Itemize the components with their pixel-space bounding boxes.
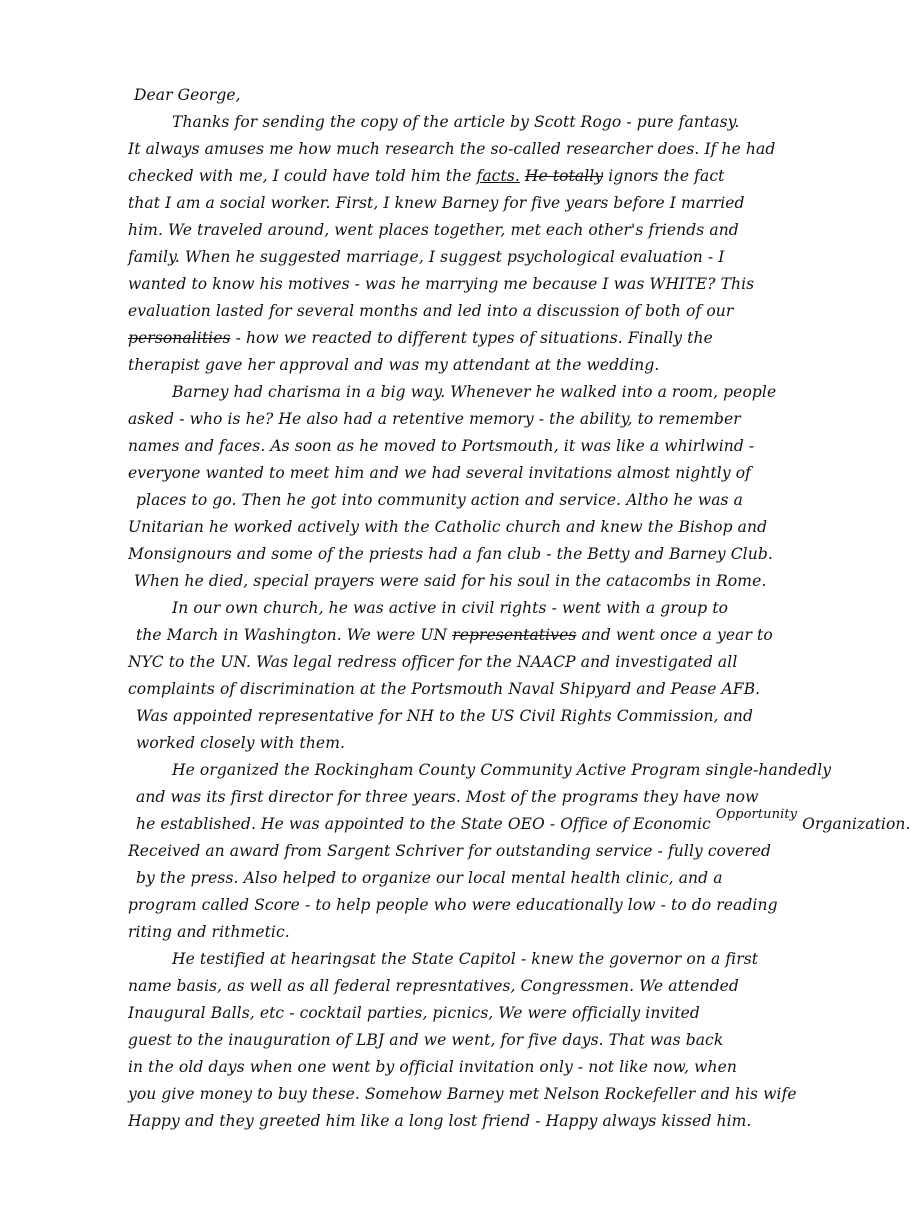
struck-text: He totally: [524, 167, 604, 185]
letter-line: checked with me, I could have told him the facts. He totally ignors the fact: [128, 167, 725, 185]
letter-line: personalities - how we reacted to different types of situations. Finally the: [128, 329, 713, 347]
letter-line: asked - who is he? He also had a retentive memory - the ability, to remember: [128, 410, 741, 428]
letter-line: places to go. Then he got into community action and service. Altho he was a: [136, 491, 743, 509]
letter-line: Received an award from Sargent Schriver for outstanding service - fully covered: [128, 842, 772, 860]
letter-line: wanted to know his motives - was he marrying me because I was WHITE? This: [128, 275, 755, 293]
struck-text: personalities: [128, 329, 231, 347]
letter-line: He testified at hearingsat the State Capitol - knew the governor on a first: [172, 950, 759, 968]
letter-line: NYC to the UN. Was legal redress officer for the NAACP and investigated all: [128, 653, 738, 671]
letter-line: him. We traveled around, went places together, met each other's friends and: [128, 221, 739, 239]
letter-line: Monsignours and some of the priests had a fan club - the Betty and Barney Club.: [128, 545, 773, 563]
salutation: Dear George,: [134, 86, 241, 104]
letter-line: everyone wanted to meet him and we had several invitations almost nightly of: [128, 464, 752, 482]
letter-line: therapist gave her approval and was my attendant at the wedding.: [128, 356, 660, 374]
letter-line: complaints of discrimination at the Portsmouth Naval Shipyard and Pease AFB.: [128, 680, 761, 698]
letter-line: Happy and they greeted him like a long lost friend - Happy always kissed him.: [128, 1112, 752, 1130]
letter-line: in the old days when one went by official invitation only - not like now, when: [128, 1058, 737, 1076]
underlined-word: facts.: [476, 167, 520, 185]
letter-line: the March in Washington. We were UN representatives and went once a year to: [136, 626, 773, 644]
letter-line: riting and rithmetic.: [128, 923, 290, 941]
letter-line: family. When he suggested marriage, I suggest psychological evaluation - I: [128, 248, 725, 266]
letter-line: He organized the Rockingham County Community Active Program single-handedly: [172, 761, 832, 779]
letter-line: that I am a social worker. First, I knew Barney for five years before I married: [128, 194, 745, 212]
letter-line: names and faces. As soon as he moved to Portsmouth, it was like a whirlwind -: [128, 437, 755, 455]
letter-line: Was appointed representative for NH to the US Civil Rights Commission, and: [136, 707, 754, 725]
letter-line: In our own church, he was active in civil rights - went with a group to: [172, 599, 729, 617]
letter-line: evaluation lasted for several months and led into a discussion of both of our: [128, 302, 734, 320]
letter-line: and was its first director for three years. Most of the programs they have now: [136, 788, 759, 806]
letter-line: by the press. Also helped to organize our local mental health clinic, and a: [136, 869, 723, 887]
struck-text: representatives: [452, 626, 577, 644]
letter-line: It always amuses me how much research the so-called researcher does. If he had: [128, 140, 776, 158]
letter-line: guest to the inauguration of LBJ and we went, for five days. That was back: [128, 1031, 724, 1049]
letter-body: [128, 82, 911, 1135]
letter-line: name basis, as well as all federal represntatives, Congressmen. We attended: [128, 977, 739, 995]
letter-line: Barney had charisma in a big way. Whenever he walked into a room, people: [172, 383, 777, 401]
inserted-word: Opportunity: [715, 807, 798, 822]
letter-line: program called Score - to help people who were educationally low - to do reading: [128, 896, 778, 914]
letter-line: you give money to buy these. Somehow Barney met Nelson Rockefeller and his wife: [128, 1085, 797, 1103]
letter-line: Thanks for sending the copy of the article by Scott Rogo - pure fantasy.: [172, 113, 740, 131]
letter-line: When he died, special prayers were said for his soul in the catacombs in Rome.: [134, 572, 767, 590]
letter-line: worked closely with them.: [136, 734, 346, 752]
letter-line: Inaugural Balls, etc - cocktail parties, picnics, We were officially invited: [128, 1004, 700, 1022]
letter-line: Unitarian he worked actively with the Catholic church and knew the Bishop and: [128, 518, 768, 536]
letter-line: he established. He was appointed to the State OEO - Office of Economic $^{Opportunity}$ Organization.: [136, 807, 911, 833]
